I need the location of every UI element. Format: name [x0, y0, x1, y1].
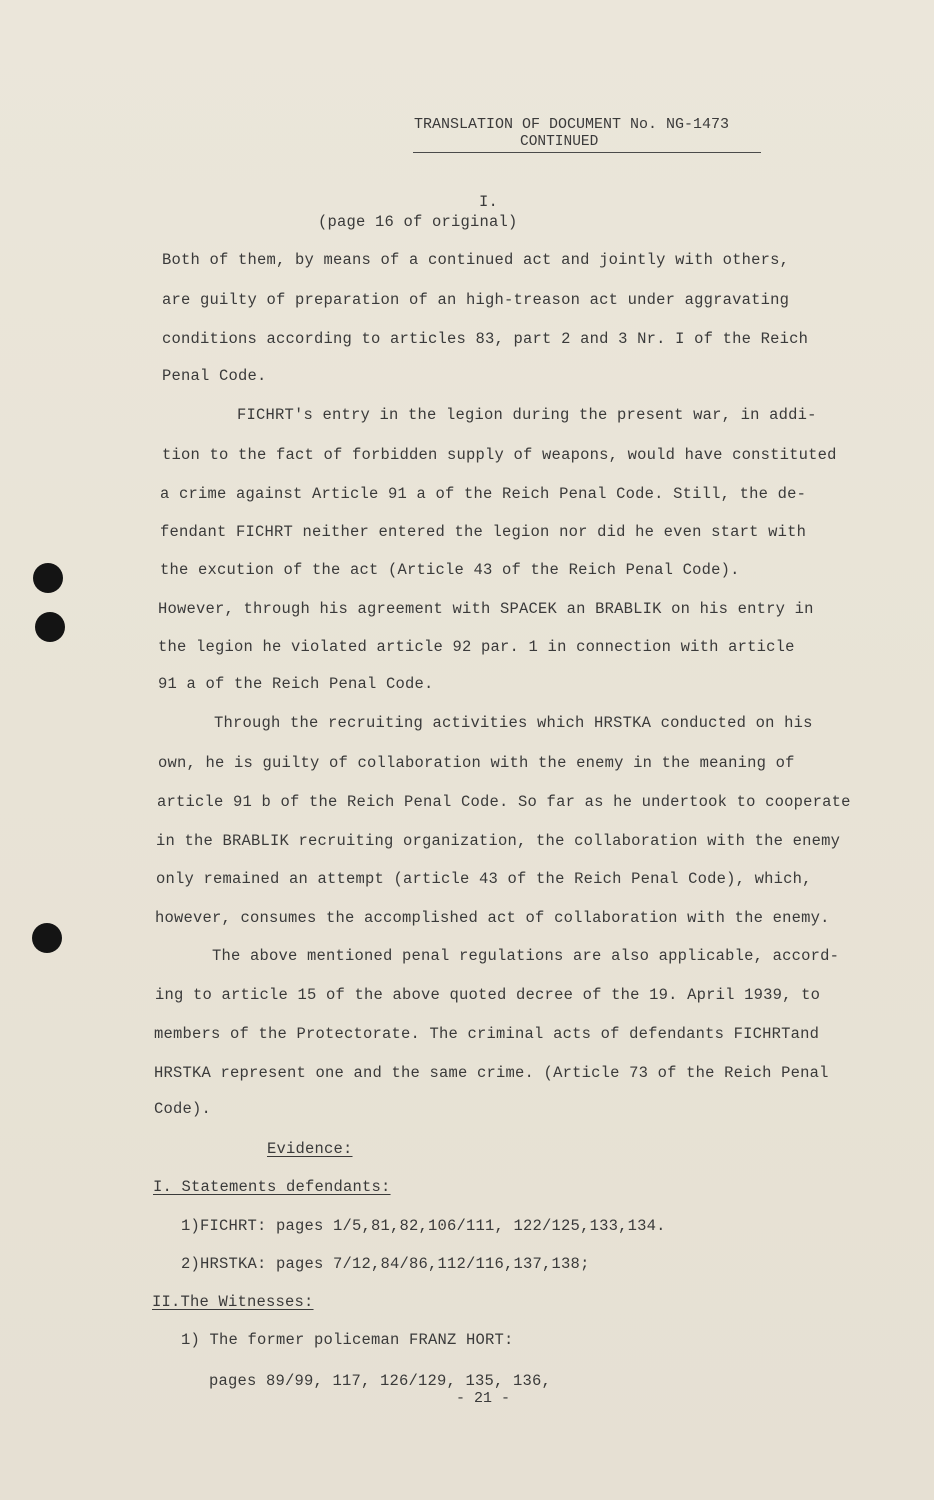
paragraph-line: tion to the fact of forbidden supply of weapons, would have constituted: [162, 446, 837, 464]
section-page-ref: (page 16 of original): [318, 213, 518, 231]
punch-hole-top: [33, 563, 63, 593]
paragraph-line: the legion he violated article 92 par. 1 in connection with article: [158, 638, 795, 656]
document-title: TRANSLATION OF DOCUMENT No. NG-1473: [414, 116, 730, 133]
paragraph-line: article 91 b of the Reich Penal Code. So far as he undertook to cooperate: [157, 793, 851, 811]
paragraph-line: members of the Protectorate. The criminal acts of defendants FICHRTand: [154, 1025, 820, 1043]
paragraph-line: HRSTKA represent one and the same crime. (Article 73 of the Reich Penal: [154, 1064, 829, 1082]
witness-item: 1) The former policeman FRANZ HORT:: [181, 1331, 514, 1349]
paragraph-line: fendant FICHRT neither entered the legion nor did he even start with: [160, 523, 807, 541]
paragraph-line: only remained an attempt (article 43 of the Reich Penal Code), which,: [156, 870, 812, 888]
paragraph-line: Penal Code.: [162, 367, 267, 385]
paragraph-line: The above mentioned penal regulations are also applicable, accord-: [212, 947, 840, 965]
witnesses-heading: II.The Witnesses:: [152, 1293, 314, 1311]
section-number: I.: [479, 193, 499, 211]
paragraph-line: own, he is guilty of collaboration with the enemy in the meaning of: [158, 754, 795, 772]
statement-item: 2)HRSTKA: pages 7/12,84/86,112/116,137,138;: [181, 1255, 590, 1273]
punch-hole-bottom: [32, 923, 62, 953]
statements-heading: I. Statements defendants:: [153, 1178, 391, 1196]
continued-label: CONTINUED: [520, 134, 599, 150]
paragraph-line: However, through his agreement with SPACEK an BRABLIK on his entry in: [158, 600, 814, 618]
paragraph-line: a crime against Article 91 a of the Reich Penal Code. Still, the de-: [160, 485, 807, 503]
paragraph-line: Both of them, by means of a continued act and jointly with others,: [162, 251, 790, 269]
paragraph-line: however, consumes the accomplished act of collaboration with the enemy.: [155, 909, 830, 927]
paragraph-line: ing to article 15 of the above quoted decree of the 19. April 1939, to: [155, 986, 821, 1004]
paragraph-line: in the BRABLIK recruiting organization, the collaboration with the enemy: [156, 832, 841, 850]
header-underline: [413, 152, 761, 153]
evidence-heading: Evidence:: [267, 1140, 353, 1158]
page-number: - 21 -: [456, 1390, 511, 1407]
paragraph-line: conditions according to articles 83, part 2 and 3 Nr. I of the Reich: [162, 330, 809, 348]
paragraph-line: 91 a of the Reich Penal Code.: [158, 675, 434, 693]
paragraph-line: Code).: [154, 1100, 212, 1118]
witness-pages: pages 89/99, 117, 126/129, 135, 136,: [209, 1372, 552, 1390]
paragraph-line: FICHRT's entry in the legion during the present war, in addi-: [237, 406, 817, 424]
punch-hole-middle: [35, 612, 65, 642]
paragraph-line: the excution of the act (Article 43 of the Reich Penal Code).: [160, 561, 740, 579]
paragraph-line: are guilty of preparation of an high-treason act under aggravating: [162, 291, 790, 309]
statement-item: 1)FICHRT: pages 1/5,81,82,106/111, 122/125,133,134.: [181, 1217, 666, 1235]
paragraph-line: Through the recruiting activities which HRSTKA conducted on his: [214, 714, 813, 732]
